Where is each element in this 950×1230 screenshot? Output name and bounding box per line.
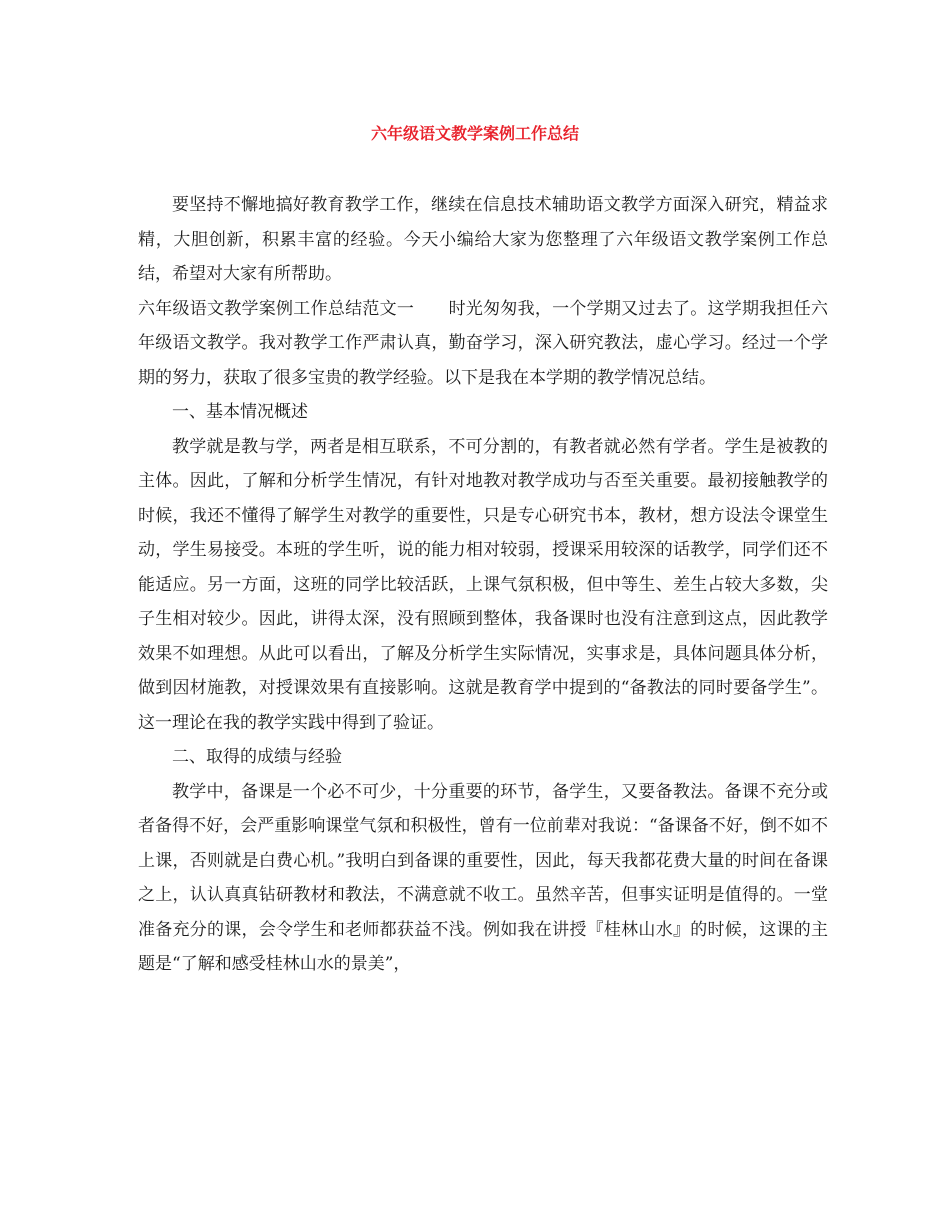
sample-one-paragraph: 六年级语文教学案例工作总结范文一 时光匆匆我，一个学期又过去了。这学期我担任六年级语文教学。我对教学工作严肃认真，勤奋学习，深入研究教法，虚心学习。经过一个学期的努力，获取了很多宝贵的教学经验。以下是我在本学期的教学情况总结。 bbox=[138, 298, 828, 388]
achievements-paragraph: 教学中，备课是一个必不可少，十分重要的环节，备学生，又要备教法。备课不充分或者备得不好，会严重影响课堂气氛和积极性，曾有一位前辈对我说：“备课备不好，倒不如不上课，否则就是白费心机。”我明白到备课的重要性，因此，每天我都花费大量的时间在备课之上，认认真真钻研教材和教法，不满意就不收工。虽然辛苦，但事实证明是值得的。一堂准备充分的课，会令学生和老师都获益不浅。例如我在讲授『桂林山水』的时候，这课的主题是“了解和感受桂林山水的景美”， bbox=[138, 781, 828, 974]
section-heading-achievements: 二、取得的成绩与经验 bbox=[172, 747, 342, 767]
overview-paragraph: 教学就是教与学，两者是相互联系，不可分割的，有教者就必然有学者。学生是被教的主体。因此，了解和分析学生情况，有针对地教对教学成功与否至关重要。最初接触教学的时候，我还不懂得了解学生对教学的重要性，只是专心研究书本，教材，想方设法令课堂生动，学生易接受。本班的学生听，说的能力相对较弱，授课采用较深的话教学，同学们还不能适应。另一方面，这班的同学比较活跃，上课气氛积极，但中等生、差生占较大多数，尖子生相对较少。因此，讲得太深，没有照顾到整体，我备课时也没有注意到这点，因此教学效果不如理想。从此可以看出，了解及分析学生实际情况，实事求是，具体问题具体分析，做到因材施教，对授课效果有直接影响。这就是教育学中提到的“备教法的同时要备学生”。这一理论在我的教学实践中得到了验证。 bbox=[138, 436, 828, 733]
section-heading-overview: 一、基本情况概述 bbox=[172, 402, 308, 422]
intro-paragraph: 要坚持不懈地搞好教育教学工作，继续在信息技术辅助语文教学方面深入研究，精益求精，大胆创新，积累丰富的经验。今天小编给大家为您整理了六年级语文教学案例工作总结，希望对大家有所帮助。 bbox=[138, 195, 828, 284]
document-body bbox=[138, 188, 828, 982]
document-title: 六年级语文教学案例工作总结 bbox=[370, 124, 579, 143]
